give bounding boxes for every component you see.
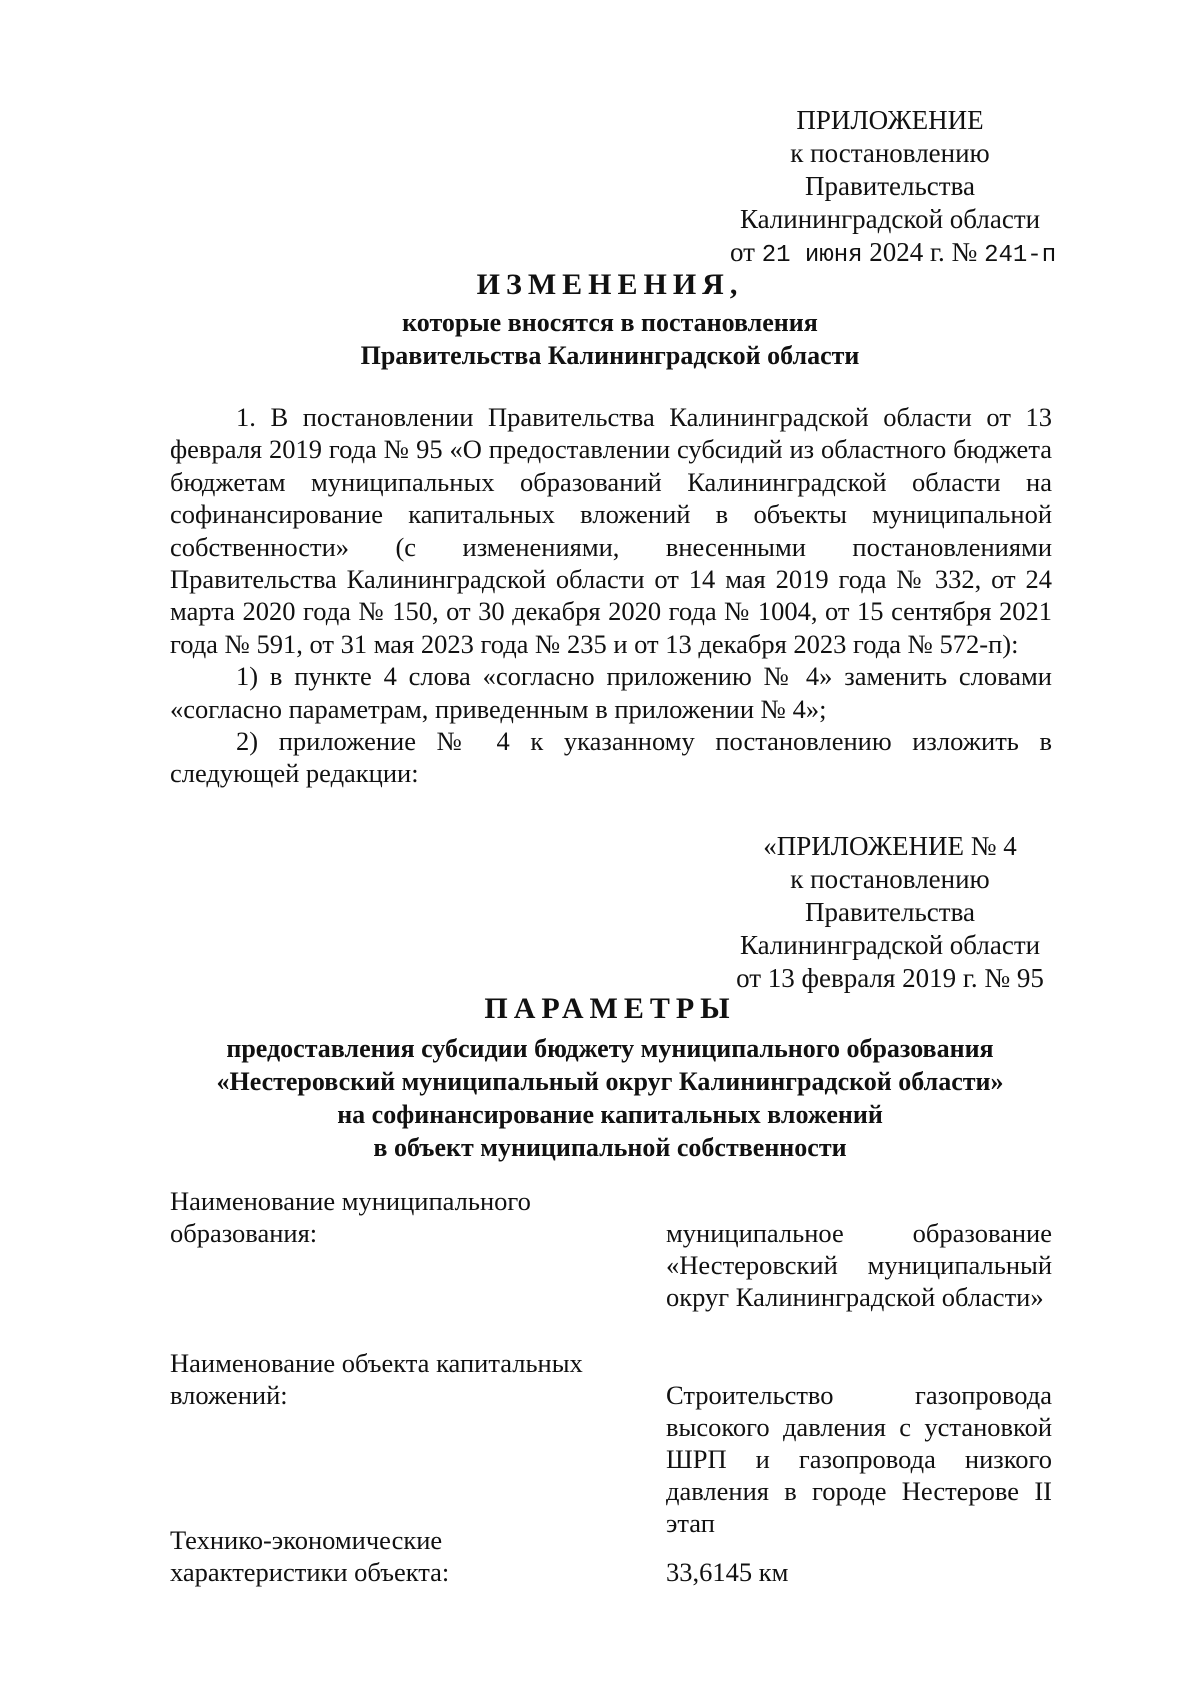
changes-subtitle-2: Правительства Калининградской области — [360, 341, 860, 370]
params-subtitle-4: в объект муниципальной собственности — [373, 1133, 847, 1162]
params-subtitle-3: на софинансирование капитальных вложений — [337, 1100, 883, 1129]
param-value-municipality: муниципальное образование «Нестеровский муниципальный округ Калининградской области» — [666, 1218, 1052, 1312]
params-title: ПАРАМЕТРЫ — [484, 992, 736, 1025]
appendix4-title: «ПРИЛОЖЕНИЕ № 4 — [763, 831, 1017, 861]
appendix-line1: к постановлению Правительства — [790, 138, 990, 201]
param-label-municipality: Наименование муниципального образования: — [170, 1186, 531, 1248]
param-label-object: Наименование объекта капитальных вложений: — [170, 1348, 583, 1410]
params-subtitle-2: «Нестеровский муниципальный округ Калининградской области» — [216, 1067, 1004, 1096]
appendix-year: 2024 г. № — [869, 237, 978, 267]
appendix-number: 241-п — [984, 242, 1057, 269]
paragraph-2: 1) в пункте 4 слова «согласно приложению № 4» заменить словами «согласно параметрам, приведенным в приложении № 4»; — [170, 661, 1052, 724]
appendix4-line1: к постановлению Правительства — [790, 864, 990, 927]
appendix-date-prefix: от — [730, 237, 755, 267]
appendix4-line2: Калининградской области — [739, 930, 1041, 960]
appendix4-line3: от 13 февраля 2019 г. № 95 — [736, 963, 1044, 993]
params-subtitle-1: предоставления субсидии бюджету муниципального образования — [226, 1034, 994, 1063]
appendix-block — [730, 104, 1057, 272]
param-value-object: Строительство газопровода высокого давления с установкой ШРП и газопровода низкого давления в городе Нестерове II этап — [666, 1380, 1052, 1538]
appendix-line2: Калининградской области — [739, 204, 1041, 234]
appendix-title: ПРИЛОЖЕНИЕ — [796, 105, 984, 135]
params-heading — [160, 992, 1060, 1164]
param-label-characteristics: Технико-экономические характеристики объекта: — [170, 1525, 450, 1587]
appendix4-block — [730, 830, 1050, 995]
changes-subtitle-1: которые вносятся в постановления — [402, 308, 818, 337]
paragraph-1: 1. В постановлении Правительства Калининградской области от 13 февраля 2019 года № 95 «О предоставлении субсидий из областного бюджета бюджетам муниципальных образований Калининградской области на софинансирование капитальных вложений в объекты муниципальной собственности» (с изменениями, внесенными постановлениями Правительства Калининградской области от 14 мая 2019 года № 332, от 24 марта 2020 года № 150, от 30 декабря 2020 года № 1004, от 15 сентября 2021 года № 591, от 31 мая 2023 года № 235 и от 13 декабря 2023 года № 572-п): — [170, 402, 1052, 659]
appendix-date-value: 21 июня — [761, 242, 863, 269]
appendix-date-line — [730, 236, 1057, 272]
changes-heading — [170, 268, 1050, 372]
paragraph-3: 2) приложение № 4 к указанному постановлению изложить в следующей редакции: — [170, 726, 1052, 789]
param-value-characteristics: 33,6145 км — [666, 1557, 789, 1587]
changes-title: ИЗМЕНЕНИЯ, — [476, 268, 744, 301]
body-text — [170, 401, 1052, 790]
